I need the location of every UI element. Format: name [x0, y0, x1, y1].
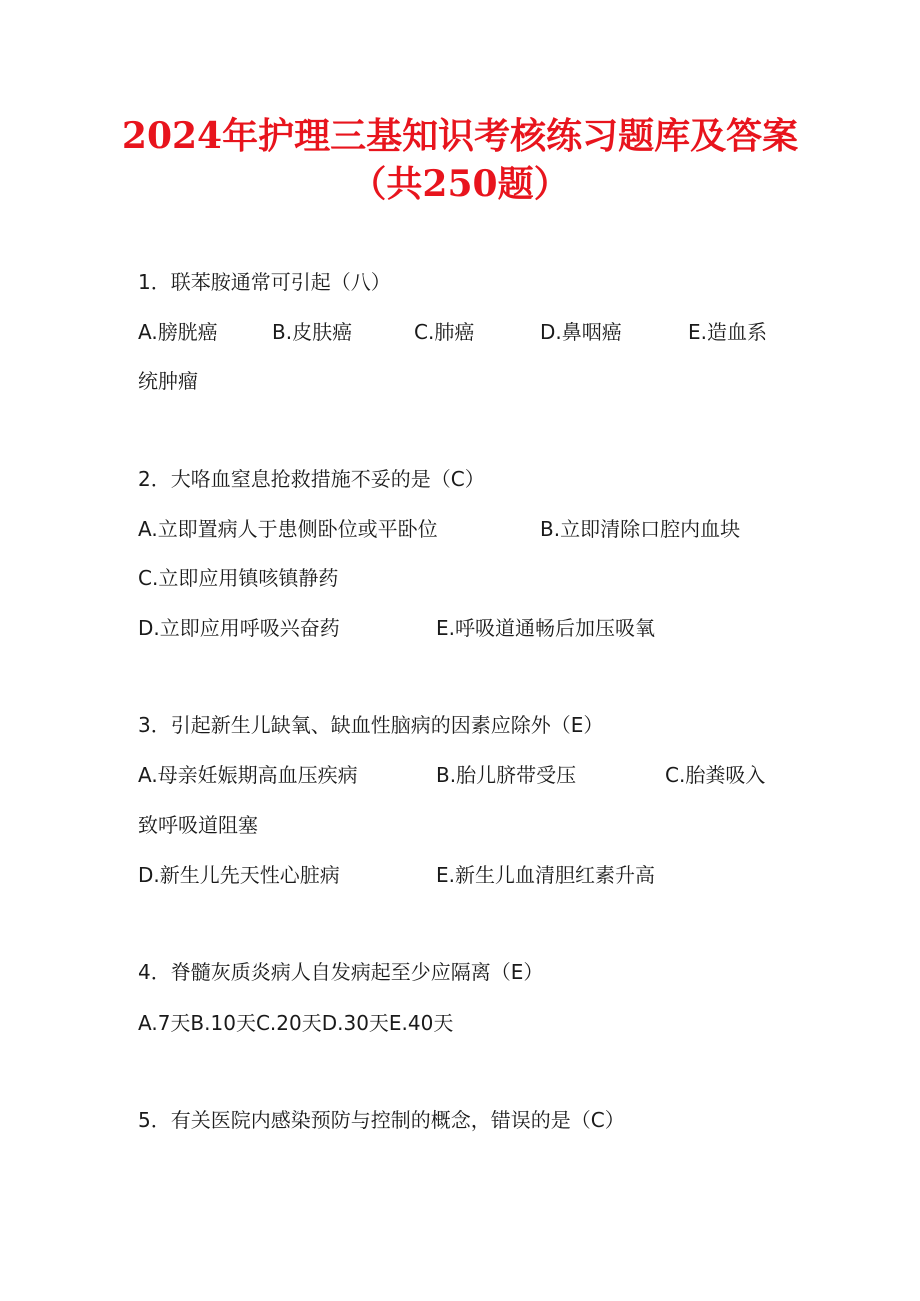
question-2-stem: 2．大咯血窒息抢救措施不妥的是（C）	[138, 467, 485, 491]
question-1-option-e-continuation: 统肿瘤	[138, 369, 198, 393]
question-4-stem: 4．脊髓灰质炎病人自发病起至少应隔离（E）	[138, 960, 544, 984]
question-1-option-b: B.皮肤癌	[272, 320, 353, 344]
question-1-option-d: D.鼻咽癌	[540, 320, 622, 344]
question-3-stem: 3．引起新生儿缺氧、缺血性脑病的因素应除外（E）	[138, 713, 604, 737]
question-1-option-c: C.肺癌	[414, 320, 475, 344]
question-2-option-c: C.立即应用镇咳镇静药	[138, 566, 339, 590]
document-title: 2024年护理三基知识考核练习题库及答案	[121, 115, 799, 157]
question-3-option-c: C.胎粪吸入	[665, 763, 766, 787]
question-1-stem: 1．联苯胺通常可引起（八）	[138, 270, 391, 294]
question-3-option-d: D.新生儿先天性心脏病	[138, 863, 340, 887]
question-2-option-d: D.立即应用呼吸兴奋药	[138, 616, 340, 640]
question-3-option-e: E.新生儿血清胆红素升高	[436, 863, 655, 887]
document-subtitle: （共250题）	[350, 163, 570, 205]
question-3-option-c-continuation: 致呼吸道阻塞	[138, 813, 258, 837]
question-3-option-b: B.胎儿脐带受压	[436, 763, 577, 787]
question-2-option-e: E.呼吸道通畅后加压吸氧	[436, 616, 655, 640]
question-1-option-e: E.造血系	[688, 320, 767, 344]
question-2-option-a: A.立即置病人于患侧卧位或平卧位	[138, 517, 438, 541]
question-2-option-b: B.立即清除口腔内血块	[540, 517, 741, 541]
question-4-options: A.7天B.10天C.20天D.30天E.40天	[138, 1011, 454, 1035]
question-3-option-a: A.母亲妊娠期高血压疾病	[138, 763, 358, 787]
question-5-stem: 5．有关医院内感染预防与控制的概念，错误的是（C）	[138, 1108, 625, 1132]
question-1-option-a: A.膀胱癌	[138, 320, 218, 344]
